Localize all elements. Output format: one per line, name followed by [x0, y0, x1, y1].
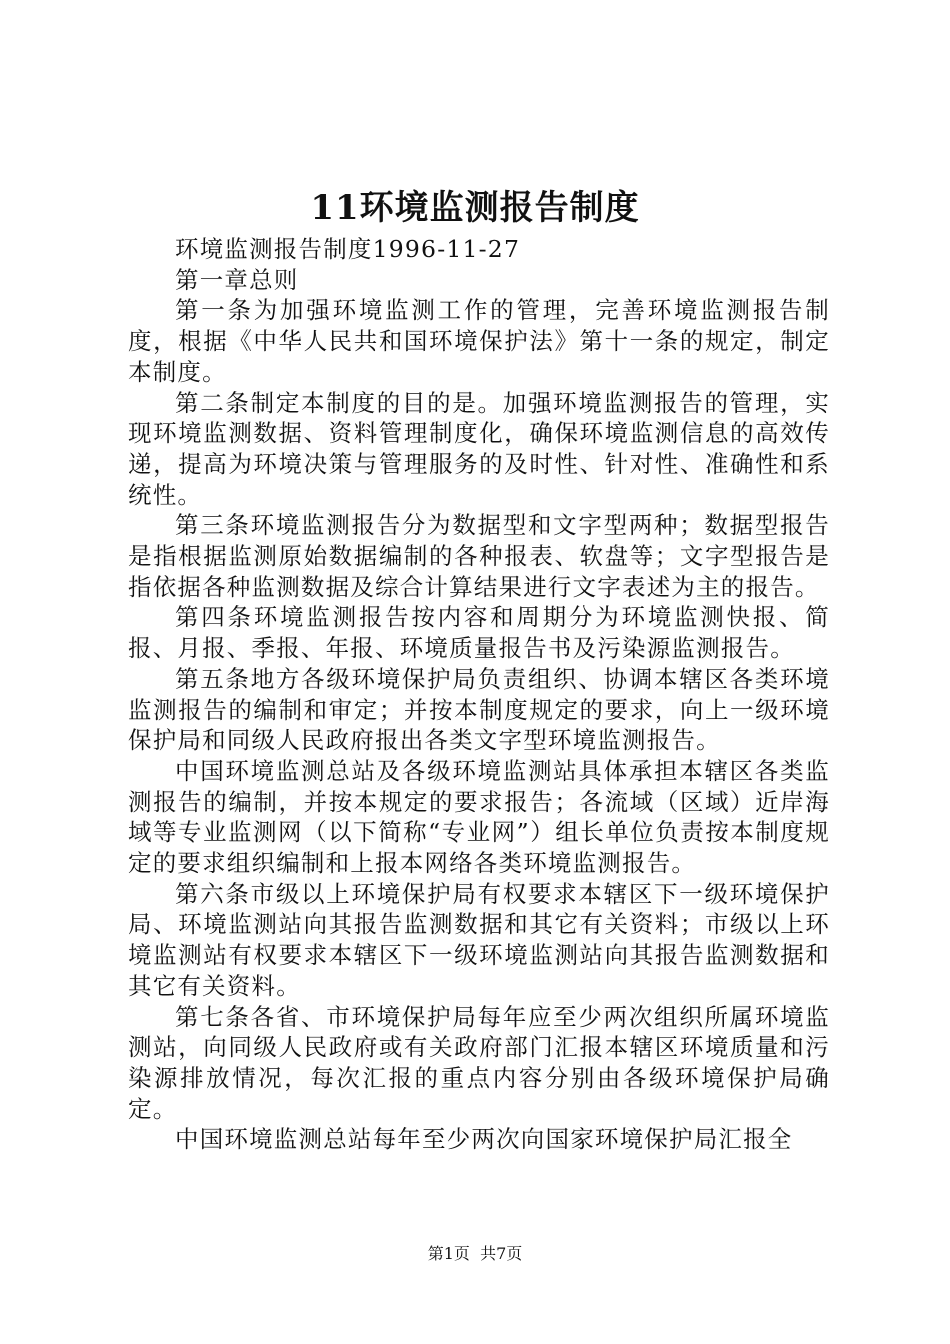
paragraph-article-2: 第二条制定本制度的目的是。加强环境监测报告的管理，实现环境监测数据、资料管理制度化，确保环境监测信息的高效传递，提高为环境决策与管理服务的及时性、针对性、准确性和系统性。: [128, 388, 830, 509]
paragraph-article-3: 第三条环境监测报告分为数据型和文字型两种；数据型报告是指根据监测原始数据编制的各种报表、软盘等；文字型报告是指依据各种监测数据及综合计算结果进行文字表述为主的报告。: [128, 511, 830, 601]
document-body: [128, 234, 830, 1155]
paragraph-article-1: 第一条为加强环境监测工作的管理，完善环境监测报告制度，根据《中华人民共和国环境保护法》第十一条的规定，制定本制度。: [128, 296, 830, 386]
paragraph-article-6: 第六条市级以上环境保护局有权要求本辖区下一级环境保护局、环境监测站向其报告监测数据和其它有关资料；市级以上环境监测站有权要求本辖区下一级环境监测站向其报告监测数据和其它有关资料。: [128, 879, 830, 1000]
paragraph-article-5-cont: 中国环境监测总站及各级环境监测站具体承担本辖区各类监测报告的编制，并按本规定的要求报告；各流域（区域）近岸海域等专业监测网（以下简称“专业网”）组长单位负责按本制度规定的要求组织编制和上报本网络各类环境监测报告。: [128, 756, 830, 878]
paragraph-article-5: 第五条地方各级环境保护局负责组织、协调本辖区各类环境监测报告的编制和审定；并按本制度规定的要求，向上一级环境保护局和同级人民政府报出各类文字型环境监测报告。: [128, 664, 830, 755]
document-title: 11环境监测报告制度: [310, 188, 640, 228]
paragraph-header-line: 环境监测报告制度1996-11-27: [175, 235, 521, 263]
paragraph-article-4: 第四条环境监测报告按内容和周期分为环境监测快报、简报、月报、季报、年报、环境质量报告书及污染源监测报告。: [128, 603, 830, 663]
paragraph-chapter-heading: 第一章总则: [175, 265, 299, 294]
paragraph-article-7-cont: 中国环境监测总站每年至少两次向国家环境保护局汇报全: [175, 1125, 793, 1154]
paragraph-article-7: 第七条各省、市环境保护局每年应至少两次组织所属环境监测站，向同级人民政府或有关政府部门汇报本辖区环境质量和污染源排放情况，每次汇报的重点内容分别由各级环境保护局确定。: [128, 1002, 830, 1123]
page-footer: 第1页 共7页: [427, 1244, 523, 1263]
